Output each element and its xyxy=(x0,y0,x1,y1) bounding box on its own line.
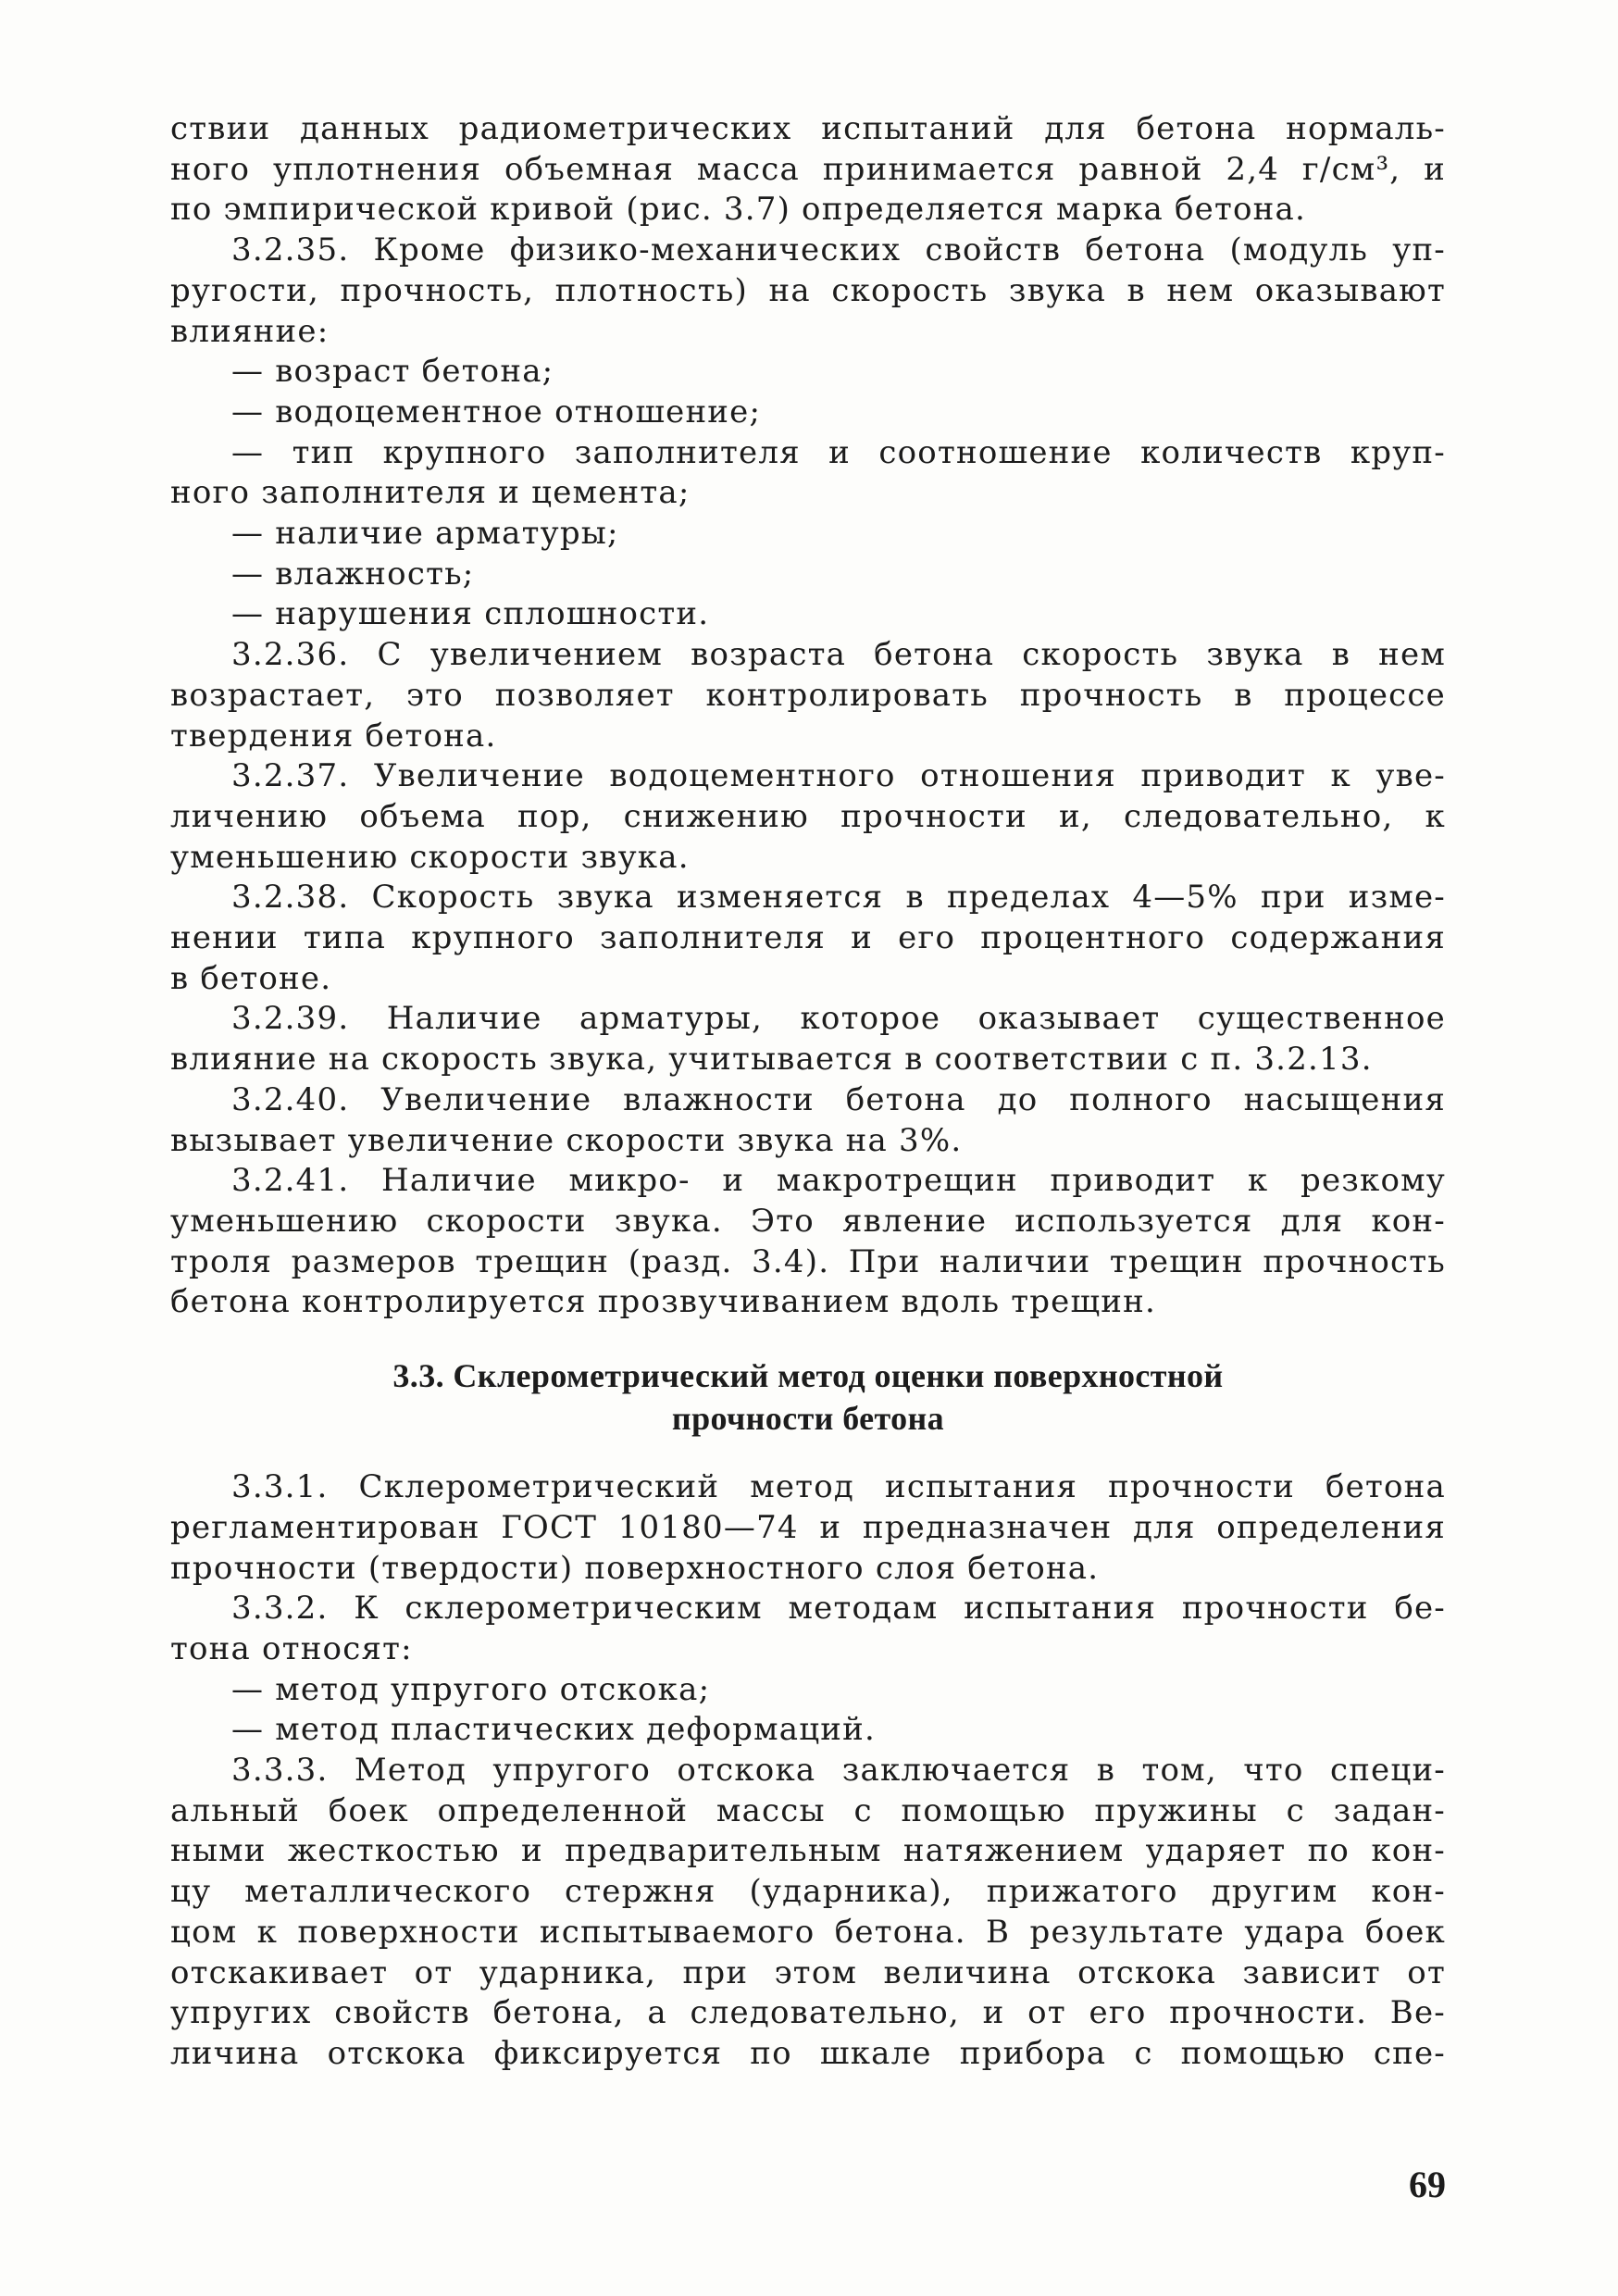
text-line: — наличие арматуры; xyxy=(231,515,619,553)
text-line: упругих свойств бетона, а следовательно, и от его прочности. Ве- xyxy=(170,1994,1446,2032)
page-number: 69 xyxy=(1409,2164,1446,2205)
paragraph xyxy=(170,231,1446,352)
text-line: 3.2.37. Увеличение водоцементного отношения приводит к уве- xyxy=(231,757,1446,795)
text-line: альный боек определенной массы с помощью пружины с задан- xyxy=(170,1791,1446,1829)
text-line: отскакивает от ударника, при этом величина отскока зависит от xyxy=(170,1953,1446,1991)
paragraph xyxy=(170,1751,1446,2075)
text-line: — тип крупного заполнителя и соотношение количеств круп- xyxy=(231,433,1446,471)
paragraph xyxy=(170,1670,1446,1711)
paragraph xyxy=(170,1710,1446,1751)
text-line: 3.3.2. К склерометрическим методам испытания прочности бе- xyxy=(231,1590,1446,1628)
text-line: ного уплотнения объемная масса принимается равной 2,4 г/см³, и xyxy=(170,150,1446,188)
text-line: личина отскока фиксируется по шкале прибора с помощью спе- xyxy=(170,2034,1446,2072)
paragraph xyxy=(170,756,1446,878)
text-line: нении типа крупного заполнителя и его процентного содержания xyxy=(170,919,1446,957)
text-line: цом к поверхности испытываемого бетона. В результате удара боек xyxy=(170,1913,1446,1951)
paragraph xyxy=(170,999,1446,1079)
paragraph xyxy=(170,1161,1446,1323)
paragraph xyxy=(170,1467,1446,1589)
text-line: 3.3.1. Склерометрический метод испытания прочности бетона xyxy=(231,1468,1446,1506)
text-line: 3.2.39. Наличие арматуры, которое оказывает существенное xyxy=(231,1000,1446,1038)
paragraph xyxy=(170,433,1446,514)
text-line: ствии данных радиометрических испытаний для бетона нормаль- xyxy=(170,110,1446,147)
text-line: регламентирован ГОСТ 10180—74 и предназначен для определения xyxy=(170,1508,1446,1546)
paragraph xyxy=(170,352,1446,393)
text-line: ругости, прочность, плотность) на скорость звука в нем оказывают xyxy=(170,271,1446,309)
section-heading xyxy=(170,1354,1446,1440)
text-line: прочности (твердости) поверхностного слоя бетона. xyxy=(170,1549,1100,1587)
text-line: вызывает увеличение скорости звука на 3%. xyxy=(170,1121,963,1159)
text-line: по эмпирической кривой (рис. 3.7) определяется марка бетона. xyxy=(170,191,1307,229)
text-line: цу металлического стержня (ударника), прижатого другим кон- xyxy=(170,1873,1446,1911)
text-line: ного заполнителя и цемента; xyxy=(170,474,691,512)
text-line: 3.2.41. Наличие микро- и макротрещин приводит к резкому xyxy=(231,1162,1446,1200)
paragraph xyxy=(170,514,1446,555)
paragraph xyxy=(170,594,1446,635)
page-body xyxy=(170,109,1446,2075)
text-line: 3.2.36. С увеличением возраста бетона скорость звука в нем xyxy=(231,636,1446,674)
text-line: — метод пластических деформаций. xyxy=(231,1711,876,1749)
section-heading-line: 3.3. Склерометрический метод оценки поверхностной xyxy=(392,1357,1224,1395)
text-line: — нарушения сплошности. xyxy=(231,595,710,633)
paragraph xyxy=(170,878,1446,999)
text-line: тона относят: xyxy=(170,1629,413,1667)
text-line: 3.3.3. Метод упругого отскока заключается в том, что специ- xyxy=(231,1752,1446,1790)
text-line: в бетоне. xyxy=(170,959,332,997)
text-line: — влажность; xyxy=(231,555,475,593)
text-line: 3.2.38. Скорость звука изменяется в пределах 4—5% при изме- xyxy=(231,879,1446,917)
text-line: — водоцементное отношение; xyxy=(231,393,762,430)
paragraph xyxy=(170,635,1446,756)
text-line: уменьшению скорости звука. Это явление используется для кон- xyxy=(170,1202,1446,1240)
paragraph xyxy=(170,1080,1446,1161)
paragraph xyxy=(170,393,1446,433)
text-line: уменьшению скорости звука. xyxy=(170,838,690,876)
text-line: — метод упругого отскока; xyxy=(231,1670,711,1708)
text-line: влияние на скорость звука, учитывается в соответствии с п. 3.2.13. xyxy=(170,1041,1373,1079)
text-line: ными жесткостью и предварительным натяжением ударяет по кон- xyxy=(170,1832,1446,1870)
text-line: бетона контролируется прозвучиванием вдоль трещин. xyxy=(170,1283,1157,1321)
text-line: личению объема пор, снижению прочности и, следовательно, к xyxy=(170,797,1446,835)
text-line: твердения бетона. xyxy=(170,717,497,755)
paragraph xyxy=(170,555,1446,595)
text-line: влияние: xyxy=(170,312,330,350)
section-heading-line: прочности бетона xyxy=(671,1400,945,1438)
text-line: 3.2.35. Кроме физико-механических свойств бетона (модуль уп- xyxy=(231,231,1446,269)
text-line: троля размеров трещин (разд. 3.4). При наличии трещин прочность xyxy=(170,1242,1446,1280)
paragraph xyxy=(170,109,1446,231)
paragraph xyxy=(170,1589,1446,1669)
text-line: 3.2.40. Увеличение влажности бетона до полного насыщения xyxy=(231,1080,1446,1118)
text-line: возрастает, это позволяет контролировать прочность в процессе xyxy=(170,676,1446,714)
text-line: — возраст бетона; xyxy=(231,353,554,391)
